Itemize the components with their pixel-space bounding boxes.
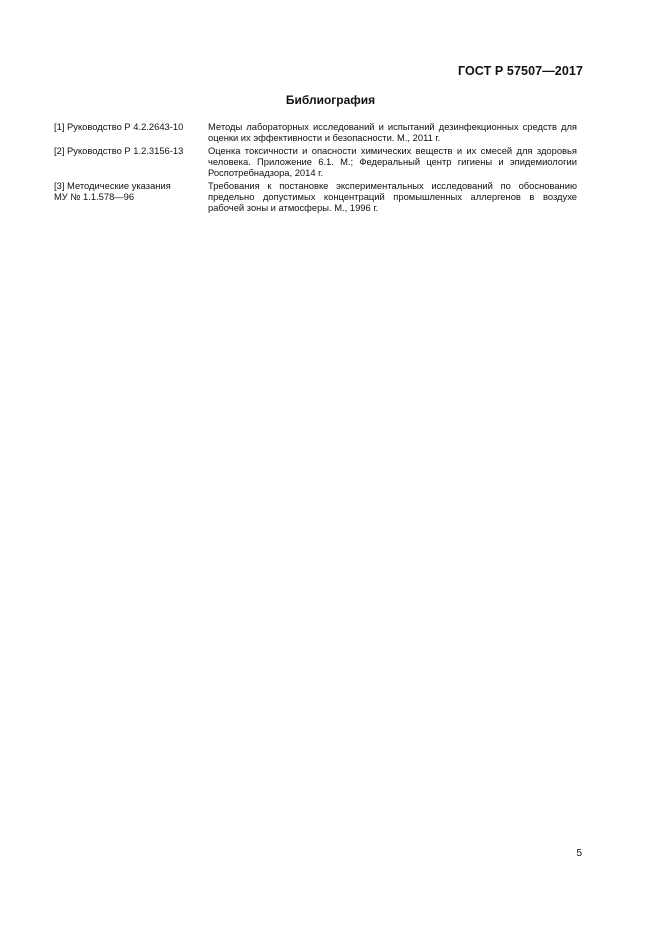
- bibliography-description: Требования к постановке экспериментальных исследований по обоснованию предельно допустимых концентраций промышленных аллергенов в воздухе рабочей зоны и атмосферы. М., 1996 г.: [208, 180, 577, 213]
- bibliography-list: [54, 121, 577, 215]
- bibliography-reference: [1] Руководство Р 4.2.2643-10: [54, 121, 184, 132]
- bibliography-description: Методы лабораторных исследований и испытаний дезинфекционных средств для оценки их эффективности и безопасности. М., 2011 г.: [208, 121, 577, 143]
- bibliography-description: Оценка токсичности и опасности химических веществ и их смесей для здоровья человека. Приложение 6.1. М.; Федеральный центр гигиены и эпидемиологии Роспотребнадзора, 2014 г.: [208, 145, 577, 178]
- bibliography-entry: [54, 145, 577, 178]
- page-number: 5: [576, 848, 582, 859]
- document-code: ГОСТ Р 57507—2017: [457, 64, 583, 78]
- bibliography-reference: [3] Методические указания МУ № 1.1.578—96: [54, 180, 171, 202]
- bibliography-entry: [54, 121, 577, 143]
- bibliography-entry: [54, 180, 577, 213]
- bibliography-reference: [2] Руководство Р 1.2.3156-13: [54, 145, 184, 156]
- section-title: Библиография: [285, 93, 376, 107]
